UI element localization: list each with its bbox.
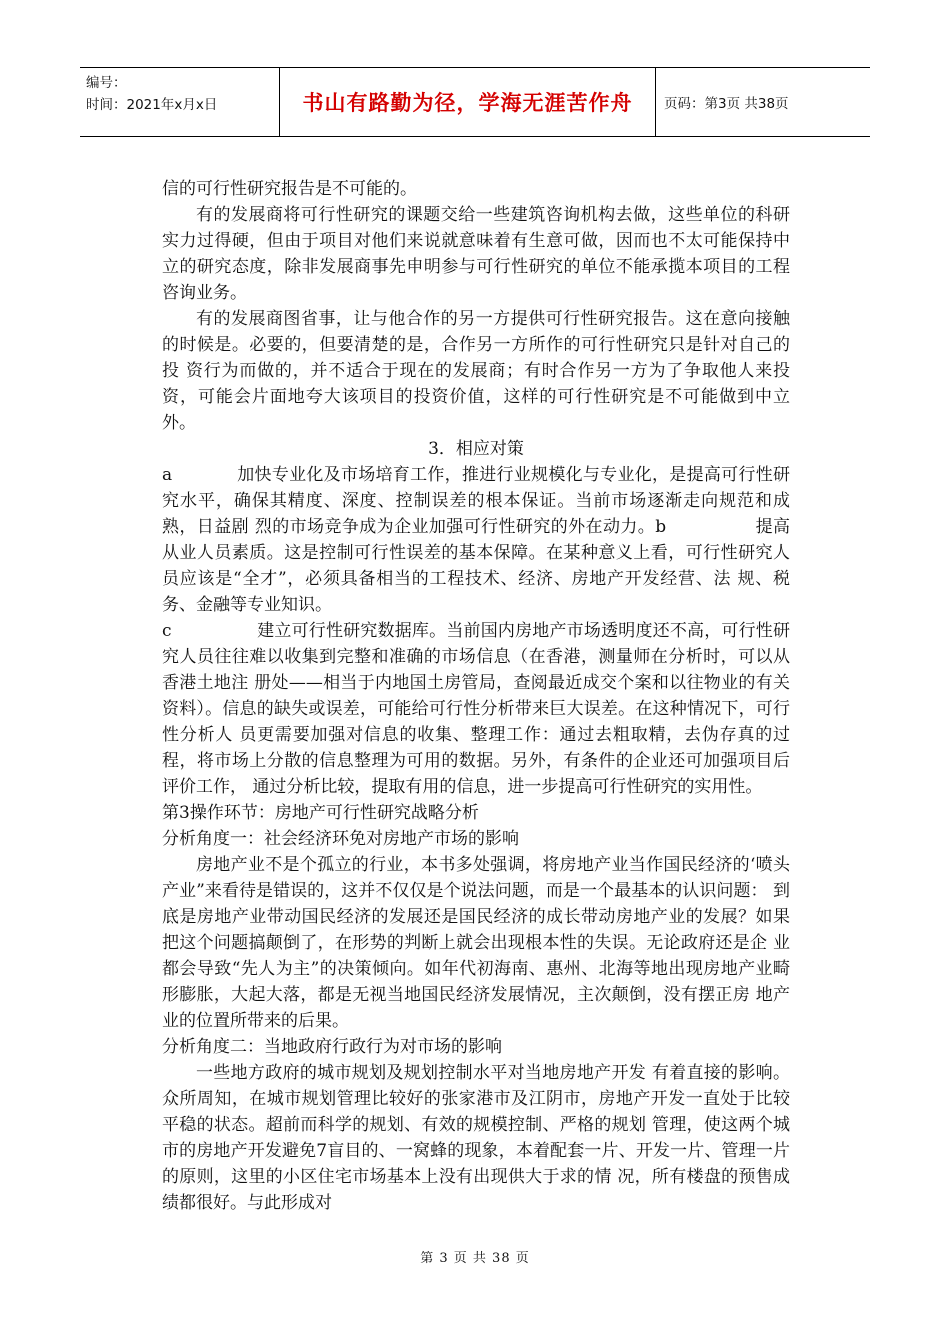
item-a <box>162 462 790 618</box>
header-motto: 书山有路勤为径，学海无涯苦作舟 <box>280 68 656 136</box>
number-label: 编号： <box>86 75 127 91</box>
item-a-letter: a <box>162 465 173 485</box>
item-b-text: 提高从业人员素质。这是控制可行性误差的基本保障。在某种意义上看，可行性研究人员应该是“全才”，必须具备相当的工程技术、经济、房地产开发经营、法 规、税务、金融等专业知识。 <box>162 517 790 615</box>
angle1-paragraph: 房地产业不是个孤立的行业，本书多处强调，将房地产业当作国民经济的‘喷头产业”来看待是错误的，这并不仅仅是个说法问题，而是一个最基本的认识问题： 到底是房地产业带动国民经济的发展还是国民经济的成长带动房地产业的发展？如果把这个问题搞颠倒了，在形势的判断上就会出现根本性的失误。无论政府还是企 业都会导致“先人为主”的决策倾向。如年代初海南、惠州、北海等地出现房地产业畸形膨胀，大起大落，都是无视当地国民经济发展情况，主次颠倒，没有摆正房 地产业的位置所带来的后果。 <box>162 855 790 1031</box>
paragraph-2: 有的发展商将可行性研究的课题交给一些建筑咨询机构去做，这些单位的科研实力过得硬，但由于项目对他们来说就意味着有生意可做，因而也不太可能保持中立的研究态度，除非发展商事先申明参与可行性研究的单位不能承揽本项目的工程咨询业务。 <box>162 205 790 303</box>
page-footer: 第 3 页 共 38 页 <box>420 1251 530 1266</box>
item-b-letter: b <box>655 517 667 537</box>
item-a-text: 加快专业化及市场培育工作，推进行业规模化与专业化，是提高可行性研究水平，确保其精度、深度、控制误差的根本保证。当前市场逐渐走向规范和成熟，日益剧 烈的市场竞争成为企业加强可行性研究的外在动力。 <box>162 465 790 537</box>
angle2-title: 分析角度二：当地政府行政行为对市场的影响 <box>162 1037 502 1057</box>
section-heading: 第3操作环节：房地产可行性研究战略分析 <box>162 803 479 823</box>
item-c-text: 建立可行性研究数据库。当前国内房地产市场透明度还不高，可行性研究人员往往难以收集到完整和准确的市场信息（在香港，测量师在分析时，可以从香港土地注 册处——相当于内地国土房管局，查阅最近成交个案和以往物业的有关资料）。信息的缺失或误差，可能给可行性分析带来巨大误差。在这种情况下，可行性分析人 员更需要加强对信息的收集、整理工作：通过去粗取精，去伪存真的过程，将市场上分散的信息整理为可用的数据。另外，有条件的企业还可加强项目后评价工作， 通过分析比较，提取有用的信息，进一步提高可行性研究的实用性。 <box>162 621 790 797</box>
header-page-info: 页码：第3页 共38页 <box>664 96 789 112</box>
document-body <box>162 176 790 1216</box>
heading-countermeasures: 3．相应对策 <box>428 439 524 459</box>
angle2-paragraph: 一些地方政府的城市规划及规划控制水平对当地房地产开发 有着直接的影响。众所周知，在城市规划管理比较好的张家港市及江阴市，房地产开发一直处于比较平稳的状态。超前而科学的规划、有效的规模控制、严格的规划 管理，使这两个城市的房地产开发避免7盲目的、一窝蜂的现象，本着配套一片、开发一片、管理一片的原则，这里的小区住宅市场基本上没有出现供大于求的情 况，所有楼盘的预售成绩都很好。与此形成对 <box>162 1063 790 1213</box>
item-c-letter: c <box>162 621 172 641</box>
angle1-title: 分析角度一：社会经济环免对房地产市场的影响 <box>162 829 519 849</box>
paragraph-1: 信的可行性研究报告是不可能的。 <box>162 179 417 199</box>
item-c <box>162 618 790 800</box>
date-label: 时间：2021年x月x日 <box>86 97 218 113</box>
paragraph-3: 有的发展商图省事，让与他合作的另一方提供可行性研究报告。这在意向接触的时候是。必要的，但要清楚的是，合作另一方所作的可行性研究只是针对自己的投 资行为而做的，并不适合于现在的发展商；有时合作另一方为了争取他人来投资，可能会片面地夸大该项目的投资价值，这样的可行性研究是不可能做到中立外。 <box>162 309 790 433</box>
page-header <box>80 67 870 137</box>
header-meta <box>80 68 280 136</box>
